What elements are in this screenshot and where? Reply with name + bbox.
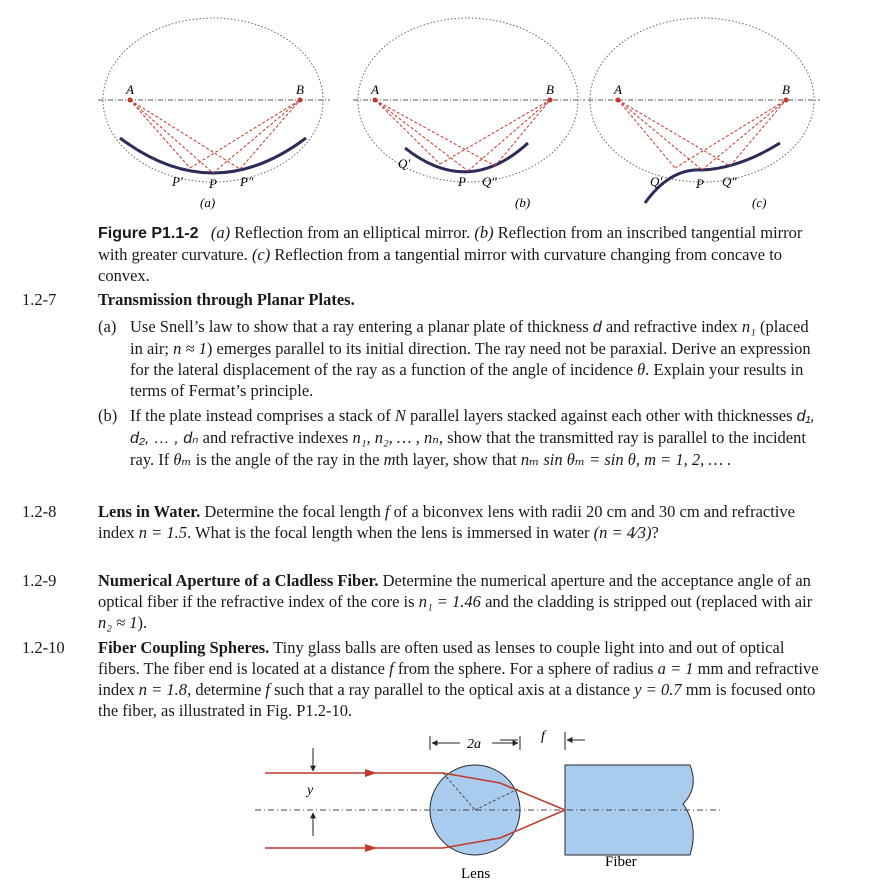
equation: nₘ sin θₘ = sin θ, m = 1, 2, … . [520,450,732,469]
var-f: f [389,659,394,678]
var-ds: d₁, d₂, … , dₙ [130,408,816,447]
point-b-label: B [782,82,790,97]
part-label: (a) [98,317,117,336]
figure-caption [98,222,823,286]
var-n-water: (n = 4⁄3) [593,523,652,542]
problem-text: such that a ray parallel to the optical axis at a distance [270,680,635,699]
part-b-text: , show that the transmitted ray is parallel to the incident ray. If [130,428,806,469]
problem-text: . What is the focal length when the lens is immersed in water [187,523,594,542]
part-b-text: parallel layers stacked against each other with thicknesses [405,406,797,425]
problem-text: ). [137,613,148,632]
point-a-label: A [614,82,622,97]
point-q1-label: Q′ [398,156,411,171]
var-n: n = 1.5 [138,523,188,542]
problem-title: Transmission through Planar Plates. [98,290,355,309]
fiber-label: Fiber [605,854,637,870]
caption-a-text: Reflection from an elliptical mirror. [230,223,475,242]
var-N: N [394,406,406,425]
y-label: y [307,783,314,798]
panel-b [353,18,585,210]
point-b-label: B [546,82,554,97]
problem-number: 1.2-10 [22,638,65,657]
panel-a-label: (a) [200,195,216,210]
caption-a-mark: (a) [210,223,231,242]
problem-text: of a biconvex lens with radii 20 cm and 30 cm and refractive index [98,502,795,542]
part-a-text: . Explain your results in terms of Fermat’s principle. [130,360,804,400]
problem-title: Fiber Coupling Spheres. [98,638,270,657]
part-b-text: and refractive indexes [198,428,353,447]
panel-b-label: (b) [515,195,531,210]
point-a-label: A [371,82,379,97]
problem-text: Determine the numerical aperture and the acceptance angle of an optical fiber if the refractive index of the core is [98,571,811,611]
figure-p1-1-2 [90,8,830,218]
figure-number: Figure P1.1-2 [98,225,199,242]
var-n1: n₁ = 1.46 [418,592,481,611]
caption-c-text: Reflection from a tangential mirror with curvature changing from concave to convex. [98,245,783,285]
problem-text: Tiny glass balls are often used as lenses to couple light into and out of optical fibers. The fiber end is located at a distance [98,638,785,678]
var-theta-m: θₘ [173,450,192,469]
problem-number: 1.2-8 [22,502,57,521]
problem-text: ? [651,523,659,542]
problem-text: , determine [187,680,266,699]
part-b-text: If the plate instead comprises a stack of [130,406,395,425]
point-p-label: P [696,176,704,191]
point-q2-label: Q″ [482,174,497,189]
problem-number: 1.2-9 [22,571,57,590]
part-a-text: ) emerges parallel to its initial direction. The ray need not be paraxial. Derive an expression for the lateral displacement of the ray as a function of the angle of incidence [130,339,811,379]
part-b-text: th layer, show that [395,450,521,469]
var-n: n = 1.8 [138,680,188,699]
var-n2: n₂ ≈ 1 [98,613,138,632]
point-p1-label: P′ [172,174,183,189]
problem-text: and the cladding is stripped out (replaced with air [480,592,813,611]
var-a: a = 1 [657,659,694,678]
panel-c-label: (c) [752,195,767,210]
var-f: f [265,680,270,699]
problem-title: Numerical Aperture of a Cladless Fiber. [98,571,379,590]
figure-p1-2-10 [255,728,725,886]
point-p-label: P [209,176,217,191]
problem-number: 1.2-7 [22,290,57,309]
part-a-text: Use Snell’s law to show that a ray entering a planar plate of thickness [130,317,593,336]
var-n1: n₁ [741,317,756,336]
part-a-text: and refractive index [601,317,742,336]
point-p-label: P [458,174,466,189]
caption-b-mark: (b) [474,223,494,242]
problem-text: from the sphere. For a sphere of radius [393,659,658,678]
problem-title: Lens in Water. [98,502,201,521]
point-q2-label: Q″ [722,174,737,189]
var-n-air: n ≈ 1 [173,339,207,358]
problem-text: mm is focused onto the fiber, as illustrated in Fig. P1.2-10. [98,680,816,720]
dim-2a-label: 2a [467,737,481,752]
dim-f-label: f [541,729,545,744]
var-ns: n₁, n₂, … , nₙ [352,428,439,447]
part-label: (b) [98,406,118,425]
part-a-text: (placed in air; [130,317,809,358]
problem-text: mm and refractive index [98,659,819,699]
caption-b-text: Reflection from an inscribed tangential mirror with greater curvature. [98,223,803,264]
problem-text: Determine the focal length [200,502,385,521]
part-b-text: is the angle of the ray in the [191,450,384,469]
lens-label: Lens [461,866,491,882]
part-a [98,316,823,401]
part-b [98,405,823,470]
var-y: y = 0.7 [634,680,682,699]
var-theta: θ [637,360,646,379]
point-a-label: A [126,82,134,97]
point-b-label: B [296,82,304,97]
panel-a [98,18,330,210]
panel-c [588,18,820,210]
point-p2-label: P″ [240,174,254,189]
var-f: f [384,502,390,521]
caption-c-mark: (c) [251,245,271,264]
point-q1-label: Q′ [650,174,663,189]
var-d: d [592,319,602,336]
var-m: m [383,450,396,469]
